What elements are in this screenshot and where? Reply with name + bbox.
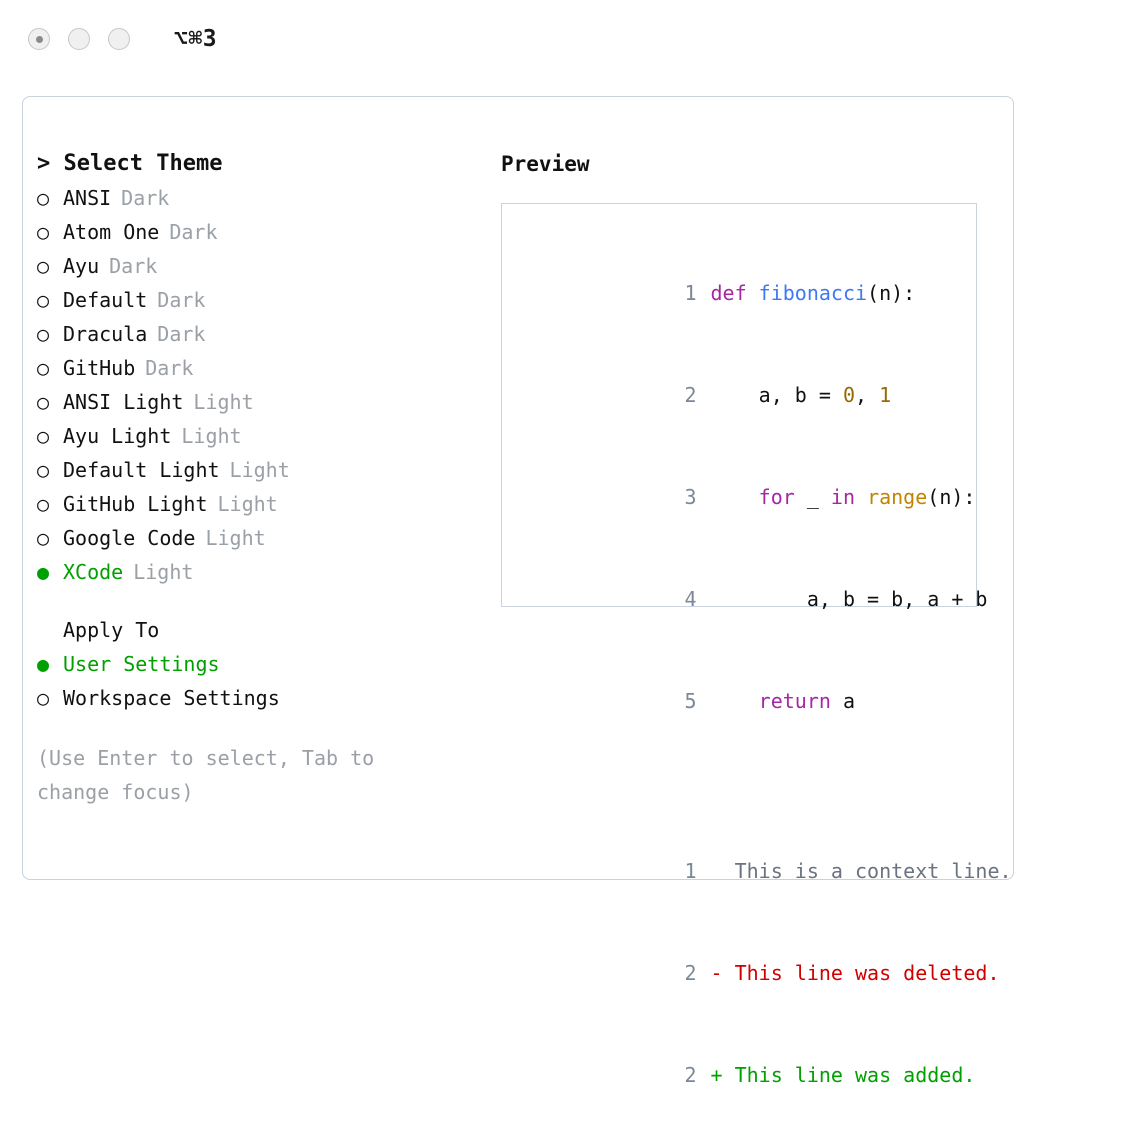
code-token: a, b = (710, 383, 843, 407)
theme-option-kind: Light (133, 560, 194, 584)
radio-icon: ○ (37, 492, 50, 516)
theme-option-kind: Dark (145, 356, 194, 380)
theme-option-dracula-dark[interactable] (37, 317, 497, 351)
theme-option-ansi-light[interactable] (37, 385, 497, 419)
zoom-button[interactable] (108, 28, 130, 50)
title-bar (0, 0, 1140, 78)
theme-option-label: ANSI Light (63, 390, 184, 414)
code-line (524, 446, 976, 548)
diff-text: This line was added. (722, 1063, 976, 1087)
theme-option-kind: Dark (109, 254, 158, 278)
theme-picker-panel (22, 96, 1014, 1087)
theme-option-kind: Dark (157, 288, 206, 312)
diff-line-added (524, 1024, 976, 1126)
code-token: fibonacci (758, 281, 868, 305)
line-number: 1 (684, 281, 697, 305)
preview-title: Preview (501, 152, 590, 176)
code-token: 0 (842, 383, 855, 407)
code-spacer (524, 786, 976, 820)
code-token: for (758, 485, 795, 509)
diff-text: This is a context line. (722, 859, 1012, 883)
theme-list-column (37, 147, 497, 809)
code-token: (n): (867, 281, 916, 305)
theme-option-label: XCode (63, 560, 124, 584)
theme-option-label: Google Code (63, 526, 196, 550)
code-token (711, 689, 759, 713)
radio-icon: ○ (37, 458, 50, 482)
code-line (524, 548, 988, 650)
code-token: in (830, 485, 856, 509)
theme-option-kind: Light (181, 424, 242, 448)
diff-marker (711, 859, 723, 883)
code-token (711, 485, 759, 509)
radio-icon: ○ (37, 390, 50, 414)
theme-option-label: Ayu (63, 254, 100, 278)
theme-option-ayu-light[interactable] (37, 419, 497, 453)
diff-text: This line was deleted. (722, 961, 1000, 985)
radio-icon: ○ (37, 186, 50, 210)
minimize-button[interactable] (68, 28, 90, 50)
diff-marker: - (710, 961, 723, 985)
theme-option-github-dark[interactable] (37, 351, 497, 385)
theme-option-label: ANSI (63, 186, 112, 210)
code-token: return (758, 689, 831, 713)
radio-icon: ○ (37, 220, 50, 244)
theme-option-default-light[interactable] (37, 453, 497, 487)
theme-option-kind: Light (205, 526, 266, 550)
keyboard-hint: (Use Enter to select, Tab to change focus) (37, 746, 387, 804)
radio-icon: ○ (37, 322, 50, 346)
theme-option-github-light[interactable] (37, 487, 497, 521)
code-token: , (855, 383, 880, 407)
apply-to-user-settings[interactable] (37, 647, 497, 681)
line-number: 2 (684, 1063, 697, 1087)
radio-icon: ○ (37, 686, 50, 710)
radio-icon: ○ (37, 424, 50, 448)
code-line (524, 344, 976, 446)
apply-to-option-label: User Settings (63, 652, 220, 676)
window-shortcut-label: ⌥⌘3 (174, 26, 218, 52)
theme-option-label: Dracula (63, 322, 148, 346)
close-icon (36, 36, 43, 43)
apply-to-workspace-settings[interactable] (37, 681, 497, 715)
apply-to-title: Apply To (63, 618, 160, 642)
radio-selected-icon: ● (37, 652, 50, 676)
line-number: 5 (684, 689, 697, 713)
theme-option-default-dark[interactable] (37, 283, 497, 317)
line-number: 2 (684, 961, 697, 985)
theme-option-label: Ayu Light (63, 424, 172, 448)
diff-line-context (524, 820, 1012, 922)
preview-column (501, 147, 1012, 1087)
apply-to-option-label: Workspace Settings (63, 686, 280, 710)
radio-icon: ○ (37, 288, 50, 312)
diff-marker: + (710, 1063, 723, 1087)
code-token: a (830, 689, 856, 713)
theme-option-atom-one-dark[interactable] (37, 215, 497, 249)
theme-option-label: Atom One (63, 220, 160, 244)
code-token (855, 485, 867, 509)
code-token: range (867, 485, 928, 509)
prompt-caret: > (37, 151, 51, 176)
theme-option-label: GitHub (63, 356, 136, 380)
radio-icon: ○ (37, 526, 50, 550)
code-token: a, b = b, a + b (710, 587, 988, 611)
theme-option-kind: Light (229, 458, 290, 482)
line-number: 4 (684, 587, 697, 611)
theme-option-kind: Dark (157, 322, 206, 346)
theme-option-ansi-dark[interactable] (37, 181, 497, 215)
theme-option-kind: Light (193, 390, 254, 414)
code-token: def (710, 281, 759, 305)
code-spacer (524, 752, 976, 786)
theme-option-kind: Dark (169, 220, 218, 244)
code-token: _ (794, 485, 831, 509)
code-token: (n): (927, 485, 976, 509)
line-number: 2 (684, 383, 697, 407)
radio-selected-icon: ● (37, 560, 50, 584)
code-line (524, 242, 976, 344)
theme-option-kind: Dark (121, 186, 170, 210)
theme-option-label: GitHub Light (63, 492, 208, 516)
theme-option-kind: Light (217, 492, 278, 516)
theme-option-google-code-light[interactable] (37, 521, 497, 555)
radio-icon: ○ (37, 356, 50, 380)
line-number: 1 (684, 859, 697, 883)
code-token: 1 (879, 383, 892, 407)
preview-box (501, 203, 1012, 1087)
close-button[interactable] (28, 28, 50, 50)
line-number: 3 (684, 485, 697, 509)
diff-line-deleted (524, 922, 1000, 1024)
theme-option-ayu-dark[interactable] (37, 249, 497, 283)
select-theme-label: Select Theme (63, 151, 223, 176)
theme-option-xcode-light[interactable] (37, 555, 497, 589)
theme-option-label: Default (63, 288, 148, 312)
theme-option-label: Default Light (63, 458, 220, 482)
radio-icon: ○ (37, 254, 50, 278)
code-line (524, 650, 976, 752)
select-theme-title (37, 147, 497, 181)
